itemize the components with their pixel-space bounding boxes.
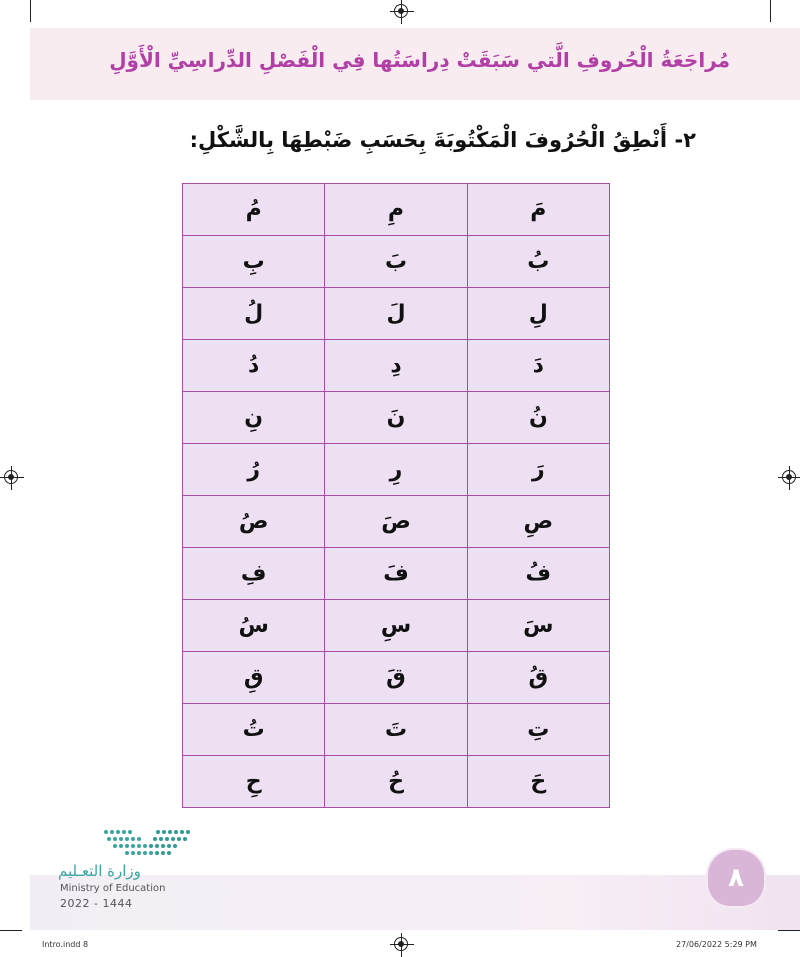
letter-cell: بِ — [183, 236, 325, 288]
table-row — [183, 652, 610, 704]
letter-cell: لِ — [467, 288, 609, 340]
page-number-badge: ٨ — [708, 850, 764, 906]
letter-cell: دِ — [325, 340, 467, 392]
letter-cell: نَ — [325, 392, 467, 444]
ministry-name-arabic: وزارة التعـليم — [58, 862, 141, 880]
table-row — [183, 704, 610, 756]
letter-cell: صُ — [183, 496, 325, 548]
letter-cell: بُ — [467, 236, 609, 288]
letter-cell: صَ — [325, 496, 467, 548]
letter-cell: قَ — [325, 652, 467, 704]
letter-cell: بَ — [325, 236, 467, 288]
ministry-logo-icon — [100, 826, 194, 860]
letter-cell: سَ — [467, 600, 609, 652]
table-row — [183, 392, 610, 444]
letter-cell: تُ — [183, 704, 325, 756]
edition-year: 2022 - 1444 — [60, 897, 133, 910]
letter-cell: سِ — [325, 600, 467, 652]
page-title: مُراجَعَةُ الْحُروفِ الَّتي سَبَقَتْ دِراسَتُها فِي الْفَصْلِ الدِّراسِيِّ الْأَوَّلِ — [109, 48, 730, 72]
letter-cell: مِ — [325, 184, 467, 236]
trim-mark-top-right — [770, 0, 771, 22]
trim-mark-bottom-right — [778, 930, 800, 931]
letter-cell: دَ — [467, 340, 609, 392]
trim-mark-bottom-left — [0, 930, 22, 931]
table-row — [183, 288, 610, 340]
letter-cell: دُ — [183, 340, 325, 392]
table-row — [183, 236, 610, 288]
letter-cell: حُ — [325, 756, 467, 808]
trim-mark-top-left — [30, 0, 31, 22]
table-row — [183, 444, 610, 496]
registration-mark-bottom — [394, 937, 408, 951]
table-row — [183, 548, 610, 600]
table-row — [183, 756, 610, 808]
letter-cell: سُ — [183, 600, 325, 652]
registration-mark-right — [782, 470, 796, 484]
letter-cell: رِ — [325, 444, 467, 496]
letter-cell: لَ — [325, 288, 467, 340]
print-slug-date: 27/06/2022 5:29 PM — [676, 940, 757, 949]
letter-cell: قِ — [183, 652, 325, 704]
letters-table — [182, 183, 610, 808]
letter-cell: مُ — [183, 184, 325, 236]
ministry-name-english: Ministry of Education — [60, 883, 166, 894]
registration-mark-left — [4, 470, 18, 484]
letter-cell: نُ — [467, 392, 609, 444]
letter-cell: تَ — [325, 704, 467, 756]
letter-cell: فَ — [325, 548, 467, 600]
letter-cell: حِ — [183, 756, 325, 808]
table-row — [183, 496, 610, 548]
letter-cell: رَ — [467, 444, 609, 496]
table-row — [183, 340, 610, 392]
letter-cell: صِ — [467, 496, 609, 548]
letter-cell: مَ — [467, 184, 609, 236]
letter-cell: تِ — [467, 704, 609, 756]
print-slug-file: Intro.indd 8 — [42, 940, 89, 949]
registration-mark-top — [394, 4, 408, 18]
letter-cell: قُ — [467, 652, 609, 704]
exercise-instruction: ٢- أَنْطِقُ الْحُرُوفَ الْمَكْتُوبَةَ بِحَسَبِ ضَبْطِهَا بِالشَّكْلِ: — [189, 128, 696, 152]
letter-cell: فِ — [183, 548, 325, 600]
letter-cell: حَ — [467, 756, 609, 808]
letter-cell: نِ — [183, 392, 325, 444]
letter-cell: رُ — [183, 444, 325, 496]
table-row — [183, 184, 610, 236]
letter-cell: لُ — [183, 288, 325, 340]
table-row — [183, 600, 610, 652]
letter-cell: فُ — [467, 548, 609, 600]
